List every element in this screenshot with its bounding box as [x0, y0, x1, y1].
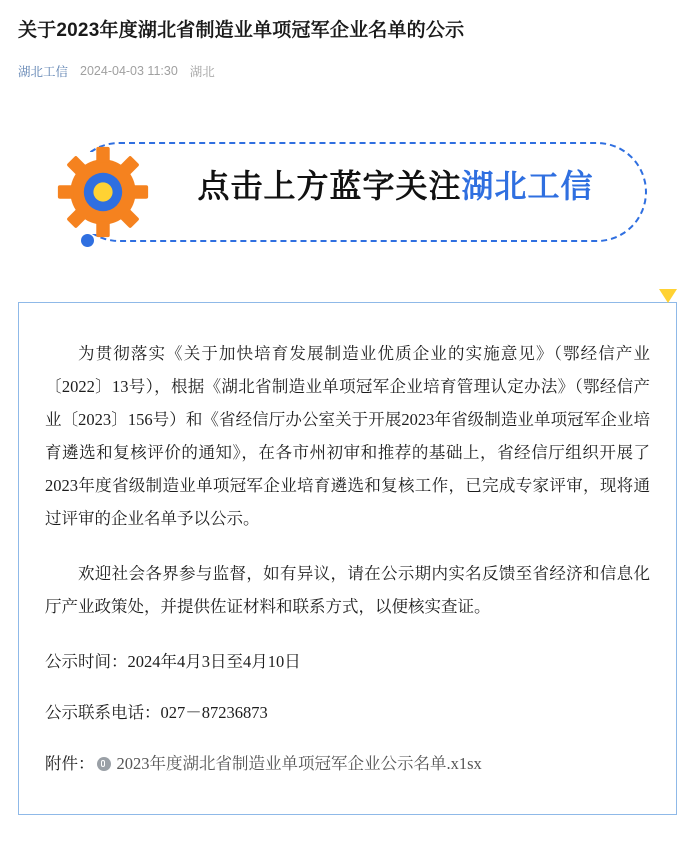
contact-phone: 公示联系电话：027－87236873	[45, 703, 268, 722]
attachment-icon	[97, 757, 111, 771]
page-title: 关于2023年度湖北省制造业单项冠军企业名单的公示	[18, 20, 465, 41]
body-paragraph-2: 欢迎社会各界参与监督，如有异议，请在公示期内实名反馈至省经济和信息化厅产业政策处，并提供佐证材料和联系方式，以便核实查证。	[45, 564, 650, 616]
follow-banner[interactable]	[18, 138, 677, 288]
attachment-label: 附件：	[45, 754, 95, 773]
banner-text-plain: 点击上方蓝字关注	[197, 168, 462, 204]
publish-location: 湖北	[189, 65, 215, 79]
banner-inner	[43, 138, 653, 248]
gear-icon	[55, 144, 151, 240]
account-name[interactable]: 湖北工信	[18, 65, 69, 79]
publicity-period: 公示时间：2024年4月3日至4月10日	[45, 652, 301, 671]
corner-flag-decoration	[659, 289, 677, 303]
banner-text	[198, 164, 594, 208]
attachment-row[interactable]	[45, 747, 650, 780]
banner-text-highlight: 湖北工信	[461, 168, 594, 204]
publish-date: 2024-04-03 11:30	[80, 64, 178, 78]
content-box	[18, 302, 677, 815]
body-paragraph-1: 为贯彻落实《关于加快培育发展制造业优质企业的实施意见》（鄂经信产业〔2022〕13号），根据《湖北省制造业单项冠军企业培育管理认定办法》（鄂经信产业〔2023〕156号）和《省经信厅办公室关于开展2023年省级制造业单项冠军企业培育遴选和复核评价的通知》，在各市州初审和推荐的基础上，省经信厅组织开展了2023年度省级制造业单项冠军企业培育遴选和复核工作，已完成专家评审，现将通过评审的企业名单予以公示。	[45, 344, 650, 528]
article-meta	[18, 62, 677, 80]
attachment-file-name[interactable]: 2023年度湖北省制造业单项冠军企业公示名单.x1sx	[116, 754, 482, 773]
